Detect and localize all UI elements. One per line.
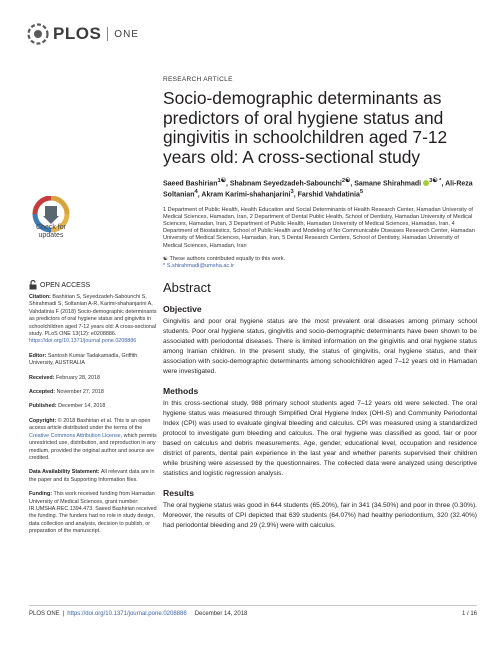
author-name[interactable]: Saeed Bashirian — [163, 180, 218, 188]
author-name[interactable]: , Shabnam Seyedzadeh-Sabounchi — [225, 180, 342, 188]
journal-logo[interactable] — [27, 22, 167, 46]
affiliations: 1 Department of Public Health, Health Education and Social Determinants of Health Research Center, Hamadan University of Medical Sciences, Hamadan, Iran, 2 Department of Dental Public Health, School of Dentistry, Hamadan University of Medical Sciences, Hamadan, Iran, 3 Department of Public Health, Hamadan University of Medical Sciences, Hamadan, Iran, 4 Department of Biostatistics, School of Public Health and Modeling of No Communicable Diseases Research Center, Hamadan University of Medical Sciences, Hamadan, Iran, 5 Dental Research Centers, School of Dentistry, Hamadan University of Medical Sciences, Hamadan, Iran — [163, 206, 475, 249]
results-text: The oral hygiene status was good in 644 students (65.20%), fair in 341 (34.50%) and poor in three (0.30%). Moreover, the results of CPI depicted that 639 students (64.07%) had healthy periodontium, 320 (32.40%) had periodontal bleeding and 29 (2.9%) were with calculus. — [163, 501, 477, 529]
published-value: December 14, 2018 — [58, 403, 106, 410]
funding-label: Funding: — [29, 491, 53, 498]
methods-text: In this cross-sectional study, 988 primary school students aged 7–12 years old were selected. The oral hygiene status was measured through Simplified Oral Hygiene Index (OHI-S) and Community Periodontal Index (CPI) was used to evaluate gingival bleeding and calculus. CPI was measured using a standardized protocol to investigate gum bleeding and calculus. The oral hygiene was classified as good, fair or poor based on calculus and debris measurements. Age, gender, educational level, occupation and residence district of parents, dental pain experience in the last year and whether parents supervised their children while brushing were assessed by the questionnaires. The collected data were analyzed using descriptive statistics and logistic regression analysis. — [163, 399, 477, 477]
funding-text: This work received funding from Hamadan University of Medical Sciences, grant number: IR.UMSHA.REC.1394.473. Saeed Bashirian received the funding. The funders had no role in study design, data collection and analysis, decision to publish, or preparation of the manuscript. — [29, 491, 157, 535]
citation-label: Citation: — [29, 294, 51, 300]
equal-contribution-note: ☯ These authors contributed equally to this work. — [163, 255, 286, 262]
objective-heading: Objective — [163, 303, 202, 314]
accepted-value: November 27, 2018 — [56, 389, 104, 396]
author-affiliation-mark: 5 — [359, 189, 364, 196]
copyright — [29, 418, 159, 462]
article-type: RESEARCH ARTICLE — [163, 76, 233, 83]
open-access-badge — [29, 280, 90, 290]
copyright-text-end: , which permits unrestricted use, distribution, and reproduction in any medium, provided the original author and source are credited. — [29, 432, 157, 461]
plos-logo-icon — [27, 23, 49, 45]
footer-journal: PLOS ONE — [29, 611, 60, 617]
page-footer — [29, 611, 477, 617]
license-link[interactable]: Creative Commons Attribution License — [29, 432, 121, 439]
footer-divider — [29, 605, 477, 606]
open-access-label: OPEN ACCESS — [40, 281, 91, 289]
article-title: Socio-demographic determinants as predictors of oral hygiene status and gingivitis in schoolchildren aged 7-12 years old: A cross-sectional study — [163, 88, 448, 167]
check-for-updates-label[interactable]: Check for updates — [36, 224, 66, 239]
author-name[interactable]: , Samane Shirahmadi — [350, 180, 422, 188]
article-main — [163, 76, 477, 531]
article-metadata-sidebar — [29, 294, 159, 543]
published-label: Published: — [29, 403, 57, 410]
citation-doi-link[interactable]: https://doi.org/10.1371/journal.pone.0208886 — [29, 338, 137, 345]
logo-journal-name: ONE — [114, 28, 139, 40]
author-notes — [163, 256, 477, 271]
results-heading: Results — [163, 487, 195, 498]
editor — [29, 353, 159, 368]
received-label: Received: — [29, 374, 55, 381]
copyright-text: © 2018 Bashirian et al. This is an open access article distributed under the terms of the — [29, 417, 151, 432]
author-name[interactable]: , Ali-Reza Soltanian — [163, 180, 473, 199]
corresponding-email-link[interactable]: * S.shirahmadi@umsha.ac.ir — [163, 263, 234, 270]
objective-text: Gingivitis and poor oral hygiene status are the most prevalent oral diseases among primary school students. Poor oral hygiene status, gingivitis and socio-demographic determinants have been shown to be associated with periodontal diseases. There is limited information on the gingivitis and oral hygiene status among Iranian children. In the present study, the status of gingivitis, oral hygiene status, and their association with socio-demographic determinants among schoolchildren aged 7–12 years old in Hamadan were investigated. — [163, 317, 477, 375]
citation-text: Bashirian S, Seyedzadeh-Sabounchi S, Shirahmadi S, Soltanian A-R, Karimi-shahanjarini A, Vahdatinia F (2018) Socio-demographic determinants as predictors of oral hygiene status and gingivitis in schoolchildren aged 7-12 years old: A cross-sectional study. PLoS ONE 13(12): e0208886. — [29, 294, 157, 338]
editor-text: Santosh Kumar Tadakamadla, Griffith University, AUSTRALIA — [29, 352, 138, 367]
footer-date: December 14, 2018 — [194, 611, 248, 617]
footer-separator: | — [62, 611, 65, 617]
data-availability-text: All relevant data are in the paper and its Supporting Information files. — [29, 469, 155, 483]
author-affiliation-mark: 2☯ — [341, 178, 351, 184]
author-list — [163, 177, 477, 200]
logo-divider — [107, 27, 108, 41]
copyright-label: Copyright: — [29, 417, 57, 424]
open-lock-icon — [29, 280, 37, 290]
author-affiliation-mark: 4 — [194, 189, 198, 196]
received-value: February 28, 2018 — [55, 374, 101, 381]
page-number: 1 / 16 — [461, 611, 477, 617]
data-availability-label: Data Availability Statement: — [29, 469, 100, 476]
accepted-date — [29, 389, 159, 396]
author-name[interactable]: , Akram Karimi-shahanjarini — [197, 191, 291, 199]
funding — [29, 491, 159, 535]
data-availability — [29, 469, 159, 484]
footer-doi-link[interactable]: https://doi.org/10.1371/journal.pone.0208886 — [67, 611, 187, 617]
methods-heading: Methods — [163, 385, 199, 396]
author-affiliation-mark: 3☯ * — [429, 178, 442, 184]
abstract-heading: Abstract — [163, 279, 211, 295]
accepted-label: Accepted: — [29, 389, 56, 396]
citation — [29, 294, 159, 346]
received-date — [29, 375, 159, 382]
author-affiliation-mark: 3 — [290, 189, 294, 196]
author-affiliation-mark: 1☯ — [217, 178, 226, 184]
editor-label: Editor: — [29, 352, 47, 359]
logo-text: PLOS — [53, 24, 102, 43]
published-date — [29, 403, 159, 410]
author-name[interactable]: , Farshid Vahdatinia — [293, 191, 360, 199]
